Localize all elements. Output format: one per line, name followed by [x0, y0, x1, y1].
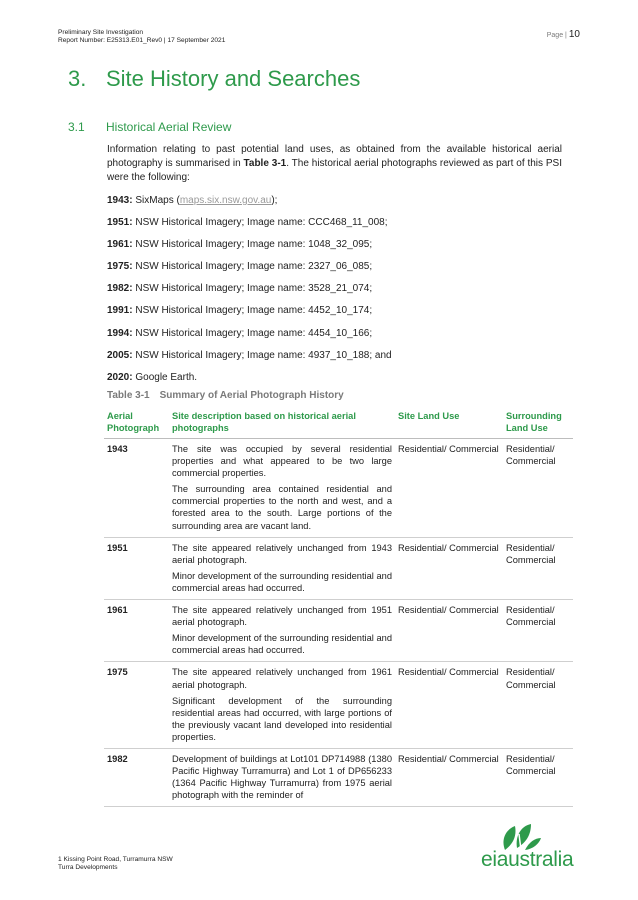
aerial-photo-item: 1951: NSW Historical Imagery; Image name: CCC468_11_008;: [107, 217, 388, 229]
cell-surrounding-land-use: Residential/ Commercial: [503, 662, 573, 749]
aerial-photo-item: 2005: NSW Historical Imagery; Image name: 4937_10_188; and: [107, 349, 392, 361]
photo-year: 1951:: [107, 217, 133, 229]
col-header-surrounding-land-use: Surrounding Land Use: [503, 407, 573, 439]
footer-client: Turra Developments: [58, 864, 118, 872]
header-report-number: Report Number: E25313.E01_Rev0 | 17 September 2021: [58, 37, 226, 45]
running-header: [58, 29, 225, 46]
description-paragraph: The site appeared relatively unchanged from 1961 aerial photograph.: [172, 667, 392, 690]
table-header-row: [104, 407, 573, 439]
photo-year: 2005:: [107, 349, 133, 361]
table-row: [104, 537, 573, 599]
section-title: Site History and Searches: [106, 66, 361, 91]
col-header-aerial-photograph: Aerial Photograph: [104, 407, 169, 439]
sixmaps-link[interactable]: maps.six.nsw.gov.au: [179, 195, 272, 206]
footer: [58, 856, 173, 873]
photo-year: 1961:: [107, 239, 133, 251]
cell-site-land-use: Residential/ Commercial: [395, 748, 503, 806]
subsection-number: 3.1: [68, 120, 85, 134]
cell-year: 1961: [104, 600, 169, 662]
description-paragraph: The site was occupied by several residential properties and what appeared to be two large commercial properties.: [172, 444, 392, 479]
photo-year: 1994:: [107, 327, 133, 339]
cell-site-land-use: Residential/ Commercial: [395, 600, 503, 662]
aerial-photo-item: 1994: NSW Historical Imagery; Image name: 4454_10_166;: [107, 327, 373, 339]
aerial-photo-list: [107, 194, 562, 393]
cell-surrounding-land-use: Residential/ Commercial: [503, 600, 573, 662]
description-paragraph: Minor development of the surrounding residential and commercial areas had occurred.: [172, 570, 392, 593]
table-row: [104, 748, 573, 806]
cell-year: 1951: [104, 537, 169, 599]
cell-description: [169, 748, 395, 806]
cell-surrounding-land-use: Residential/ Commercial: [503, 748, 573, 806]
company-logo: [481, 822, 581, 874]
aerial-history-table: [104, 407, 573, 807]
cell-surrounding-land-use: Residential/ Commercial: [503, 537, 573, 599]
section-heading: [68, 66, 360, 92]
description-paragraph: The surrounding area contained residential and commercial properties to the north and west, and a forested area to the south. Large portions of the surrounding area are vacant land.: [172, 484, 392, 531]
cell-year: 1943: [104, 439, 169, 538]
table-caption-title: Summary of Aerial Photograph History: [159, 390, 344, 401]
description-paragraph: The site appeared relatively unchanged from 1943 aerial photograph.: [172, 542, 392, 565]
table-reference: Table 3-1: [243, 158, 287, 170]
header-title: Preliminary Site Investigation: [58, 29, 144, 36]
description-paragraph: Significant development of the surrounding residential areas had occurred, with large portions of the previously vacant land developed into residential properties.: [172, 695, 392, 742]
intro-paragraph: Information relating to past potential land uses, as obtained from the available historical aerial photography is summarised in Table 3-1. The historical aerial photographs reviewed as part of this PSI were the following:: [107, 144, 563, 184]
aerial-photo-item: 1961: NSW Historical Imagery; Image name: 1048_32_095;: [107, 239, 373, 251]
table-caption-number: Table 3-1: [107, 390, 150, 401]
cell-year: 1982: [104, 748, 169, 806]
aerial-photo-item: 2020: Google Earth.: [107, 371, 198, 383]
cell-description: [169, 439, 395, 538]
col-header-site-land-use: Site Land Use: [395, 407, 503, 439]
description-paragraph: The site appeared relatively unchanged from 1951 aerial photograph.: [172, 605, 392, 628]
table-row: [104, 600, 573, 662]
cell-description: [169, 662, 395, 749]
aerial-photo-item: 1991: NSW Historical Imagery; Image name: 4452_10_174;: [107, 305, 373, 317]
col-header-site-description: Site description based on historical aerial photographs: [169, 407, 395, 439]
aerial-photo-item: 1943: SixMaps (maps.six.nsw.gov.au);: [107, 195, 278, 206]
subsection-heading: [68, 120, 231, 134]
aerial-photo-item: 1982: NSW Historical Imagery; Image name: 3528_21_074;: [107, 283, 373, 295]
cell-description: [169, 600, 395, 662]
table-row: [104, 439, 573, 538]
section-number: 3.: [68, 66, 87, 91]
cell-site-land-use: Residential/ Commercial: [395, 537, 503, 599]
page-number: 10: [568, 29, 580, 40]
footer-address: 1 Kissing Point Road, Turramurra NSW: [58, 856, 173, 863]
table-row: [104, 662, 573, 749]
cell-site-land-use: Residential/ Commercial: [395, 439, 503, 538]
photo-year: 1991:: [107, 305, 133, 317]
cell-year: 1975: [104, 662, 169, 749]
page-number-label: [547, 29, 580, 40]
logo-text: eiaustralia: [481, 848, 574, 871]
aerial-photo-item: 1975: NSW Historical Imagery; Image name: 2327_06_085;: [107, 261, 373, 273]
description-paragraph: Minor development of the surrounding residential and commercial areas had occurred.: [172, 633, 392, 656]
subsection-title: Historical Aerial Review: [106, 120, 232, 134]
photo-year: 1975:: [107, 261, 133, 273]
photo-year: 1982:: [107, 283, 133, 295]
cell-site-land-use: Residential/ Commercial: [395, 662, 503, 749]
description-paragraph: Development of buildings at Lot101 DP714988 (1380 Pacific Highway Turramurra) and Lot 1 of DP656233 (1364 Pacific Highway Turramurra) from 1975 aerial photograph with the reminder of: [172, 753, 392, 801]
photo-year: 1943:: [107, 195, 133, 206]
cell-description: [169, 537, 395, 599]
page-label: Page |: [546, 32, 567, 39]
cell-surrounding-land-use: Residential/ Commercial: [503, 439, 573, 538]
photo-year: 2020:: [107, 371, 133, 383]
table-caption: [107, 390, 344, 401]
